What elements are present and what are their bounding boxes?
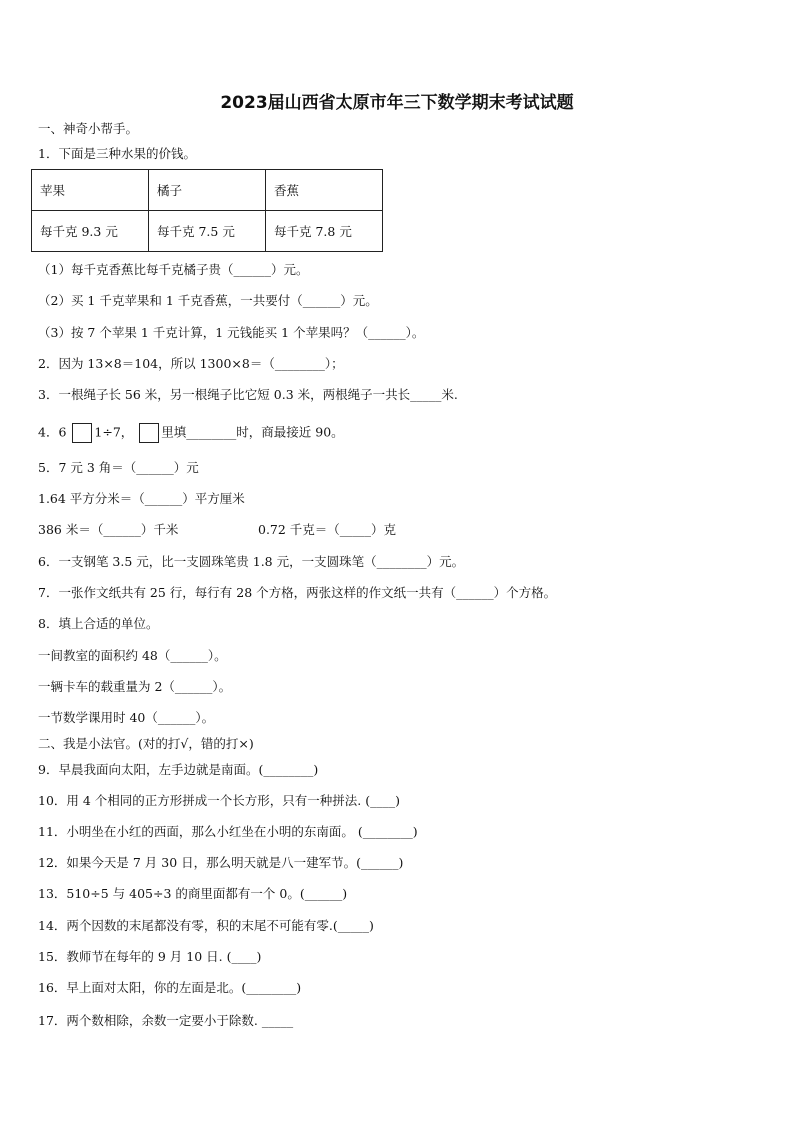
question-7: 7．一张作文纸共有 25 行，每行有 28 个方格，两张这样的作文纸一共有（______）个方格。 (38, 585, 557, 600)
question-6: 6．一支钢笔 3.5 元，比一支圆珠笔贵 1.8 元，一支圆珠笔（________）元。 (38, 554, 465, 569)
table-cell: 每千克 7.8 元 (266, 211, 383, 252)
question-5-c2: 0.72 千克＝（_____）克 (258, 522, 397, 537)
table-cell: 每千克 7.5 元 (149, 211, 266, 252)
table-row (32, 211, 383, 252)
table-cell: 每千克 9.3 元 (32, 211, 149, 252)
question-4-suffix: 里填________时，商最接近 90。 (161, 424, 344, 440)
question-8-3: 一节数学课用时 40（______）。 (38, 710, 215, 725)
question-4-middle: 1÷7， (94, 424, 134, 440)
question-5-c1: 386 米＝（______）千米 (38, 522, 179, 537)
question-5-b: 1.64 平方分米＝（______）平方厘米 (38, 491, 245, 506)
question-1-3: （3）按 7 个苹果 1 千克计算，1 元钱能买 1 个苹果吗？（______）。 (38, 325, 425, 340)
answer-box[interactable] (72, 423, 92, 443)
fruit-price-table (31, 169, 383, 252)
question-3: 3．一根绳子长 56 米，另一根绳子比它短 0.3 米，两根绳子一共长_____米. (38, 387, 458, 402)
question-1-2: （2）买 1 千克苹果和 1 千克香蕉，一共要付（______）元。 (38, 293, 378, 308)
question-4 (38, 423, 344, 443)
question-13: 13．510÷5 与 405÷3 的商里面都有一个 0。(______) (38, 886, 348, 901)
table-header-cell: 苹果 (32, 170, 149, 211)
question-9: 9．早晨我面向太阳，左手边就是南面。(________) (38, 762, 319, 777)
page-title: 2023届山西省太原市年三下数学期末考试试题 (220, 93, 574, 113)
question-15: 15．教师节在每年的 9 月 10 日. (____) (38, 949, 262, 964)
question-10: 10．用 4 个相同的正方形拼成一个长方形，只有一种拼法. (____) (38, 793, 401, 808)
answer-box[interactable] (139, 423, 159, 443)
question-5: 5．7 元 3 角＝（______）元 (38, 460, 199, 475)
question-8-2: 一辆卡车的载重量为 2（______）。 (38, 679, 232, 694)
question-8-1: 一间教室的面积约 48（______）。 (38, 648, 227, 663)
question-2: 2．因为 13×8＝104，所以 1300×8＝（________）； (38, 356, 344, 371)
question-17: 17．两个数相除，余数一定要小于除数. _____ (38, 1013, 294, 1028)
question-4-prefix: 4．6 (38, 424, 67, 440)
question-12: 12．如果今天是 7 月 30 日，那么明天就是八一建军节。(______) (38, 855, 404, 870)
table-header-row (32, 170, 383, 211)
table-header-cell: 香蕉 (266, 170, 383, 211)
question-1-1: （1）每千克香蕉比每千克橘子贵（______）元。 (38, 262, 309, 277)
table-header-cell: 橘子 (149, 170, 266, 211)
question-11: 11．小明坐在小红的西面，那么小红坐在小明的东南面。 (________) (38, 824, 418, 839)
question-16: 16．早上面对太阳，你的左面是北。(________) (38, 980, 302, 995)
question-8: 8．填上合适的单位。 (38, 616, 159, 631)
question-14: 14．两个因数的末尾都没有零，积的末尾不可能有零.(_____) (38, 918, 374, 933)
section-2-heading: 二、我是小法官。(对的打√，错的打×) (38, 736, 254, 751)
section-1-heading: 一、神奇小帮手。 (38, 121, 139, 136)
question-1: 1．下面是三种水果的价钱。 (38, 146, 196, 161)
